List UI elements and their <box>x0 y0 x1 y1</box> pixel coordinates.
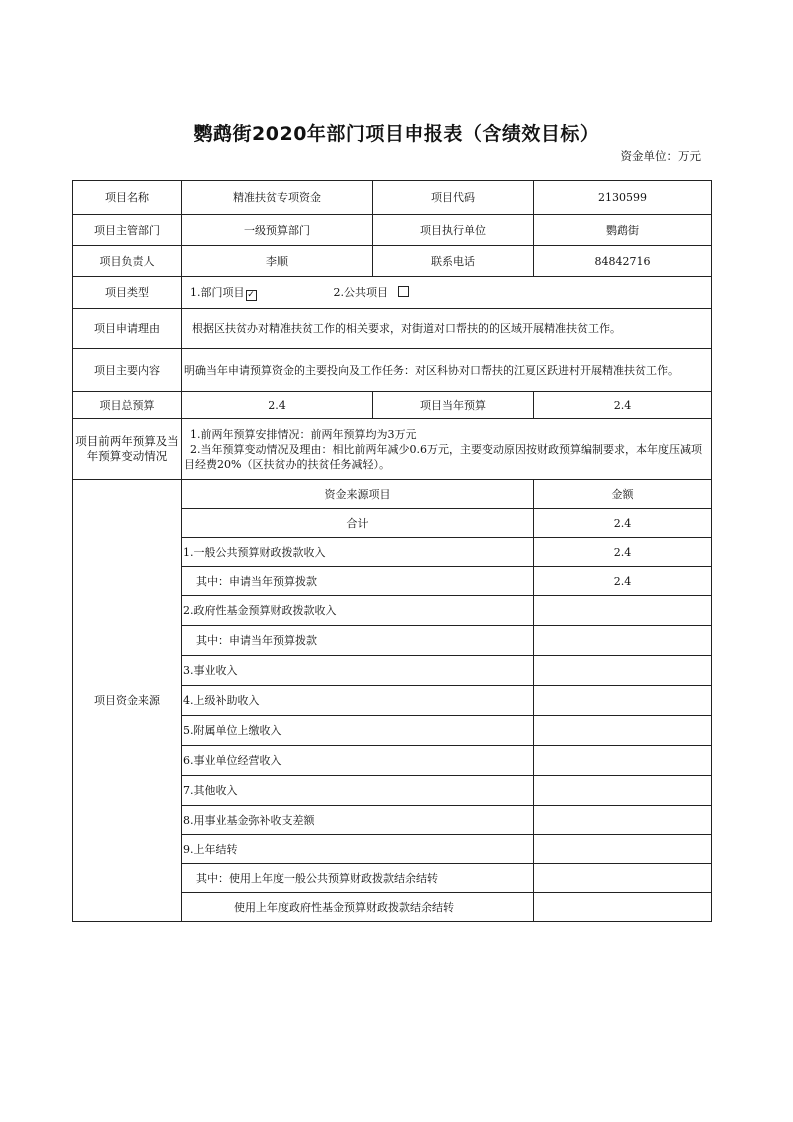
funding-col-item: 资金来源项目 <box>182 480 534 509</box>
funding-amount: 2.4 <box>534 509 712 538</box>
funding-item: 合计 <box>182 509 534 538</box>
funding-amount <box>534 626 712 656</box>
change-value <box>182 419 712 480</box>
name-value: 精准扶贫专项资金 <box>182 181 373 215</box>
funding-col-amount: 金额 <box>534 480 712 509</box>
currency-unit: 资金单位：万元 <box>620 149 701 163</box>
owner-label: 项目负责人 <box>73 246 182 277</box>
funding-amount <box>534 746 712 776</box>
change-line-2: 2.当年预算变动情况及理由：相比前两年减少0.6万元，主要变动原因按财政预算编制要求，本年度压减项目经费20%（区扶贫办的扶贫任务减轻）。 <box>184 442 702 471</box>
phone-value: 84842716 <box>534 246 712 277</box>
total-label: 项目总预算 <box>73 392 182 419</box>
code-value: 2130599 <box>534 181 712 215</box>
phone-label: 联系电话 <box>373 246 534 277</box>
exec-value: 鹦鹉街 <box>534 215 712 246</box>
year-value: 2.4 <box>534 392 712 419</box>
row-change <box>73 419 712 480</box>
page-title: 鹦鹉街2020年部门项目申报表（含绩效目标） <box>193 123 600 145</box>
funding-amount <box>534 806 712 835</box>
code-label: 项目代码 <box>373 181 534 215</box>
funding-header-row <box>73 480 712 509</box>
funding-section-label: 项目资金来源 <box>73 480 182 922</box>
owner-value: 李顺 <box>182 246 373 277</box>
funding-item: 8.用事业基金弥补收支差额 <box>182 806 534 835</box>
funding-item: 其中：申请当年预算拨款 <box>182 626 534 656</box>
funding-amount: 2.4 <box>534 538 712 567</box>
funding-amount <box>534 893 712 922</box>
funding-amount <box>534 835 712 864</box>
funding-amount <box>534 776 712 806</box>
funding-amount <box>534 864 712 893</box>
funding-amount <box>534 716 712 746</box>
funding-amount: 2.4 <box>534 567 712 596</box>
dept-label: 项目主管部门 <box>73 215 182 246</box>
project-form-table <box>72 180 711 922</box>
funding-item: 1.一般公共预算财政拨款收入 <box>182 538 534 567</box>
funding-item: 其中：申请当年预算拨款 <box>182 567 534 596</box>
reason-value: 根据区扶贫办对精准扶贫工作的相关要求，对街道对口帮扶的的区域开展精准扶贫工作。 <box>182 309 712 349</box>
reason-label: 项目申请理由 <box>73 309 182 349</box>
row-content <box>73 349 712 392</box>
row-dept <box>73 215 712 246</box>
exec-label: 项目执行单位 <box>373 215 534 246</box>
dept-value: 一级预算部门 <box>182 215 373 246</box>
funding-item: 其中：使用上年度一般公共预算财政拨款结余结转 <box>182 864 534 893</box>
funding-item: 使用上年度政府性基金预算财政拨款结余结转 <box>182 893 534 922</box>
row-name <box>73 181 712 215</box>
funding-item: 4.上级补助收入 <box>182 686 534 716</box>
checkbox-unchecked-icon[interactable] <box>398 286 409 297</box>
checkbox-checked-icon[interactable]: ✓ <box>247 289 255 300</box>
funding-amount <box>534 596 712 626</box>
row-type <box>73 277 712 309</box>
row-owner <box>73 246 712 277</box>
funding-item: 3.事业收入 <box>182 656 534 686</box>
funding-item: 7.其他收入 <box>182 776 534 806</box>
type-option-dept: 1.部门项目 <box>190 285 245 299</box>
funding-item: 6.事业单位经营收入 <box>182 746 534 776</box>
funding-item: 2.政府性基金预算财政拨款收入 <box>182 596 534 626</box>
content-value: 明确当年申请预算资金的主要投向及工作任务：对区科协对口帮扶的江夏区跃进村开展精准扶贫工作。 <box>182 349 712 392</box>
content-label: 项目主要内容 <box>73 349 182 392</box>
type-label: 项目类型 <box>73 277 182 309</box>
change-label: 项目前两年预算及当年预算变动情况 <box>73 419 182 480</box>
change-line-1: 1.前两年预算安排情况：前两年预算均为3万元 <box>190 427 417 441</box>
row-reason <box>73 309 712 349</box>
type-options <box>182 277 712 309</box>
funding-item: 9.上年结转 <box>182 835 534 864</box>
funding-amount <box>534 686 712 716</box>
type-option-public: 2.公共项目 <box>333 285 388 299</box>
row-budget <box>73 392 712 419</box>
year-label: 项目当年预算 <box>373 392 534 419</box>
funding-amount <box>534 656 712 686</box>
funding-item: 5.附属单位上缴收入 <box>182 716 534 746</box>
total-value: 2.4 <box>182 392 373 419</box>
name-label: 项目名称 <box>73 181 182 215</box>
